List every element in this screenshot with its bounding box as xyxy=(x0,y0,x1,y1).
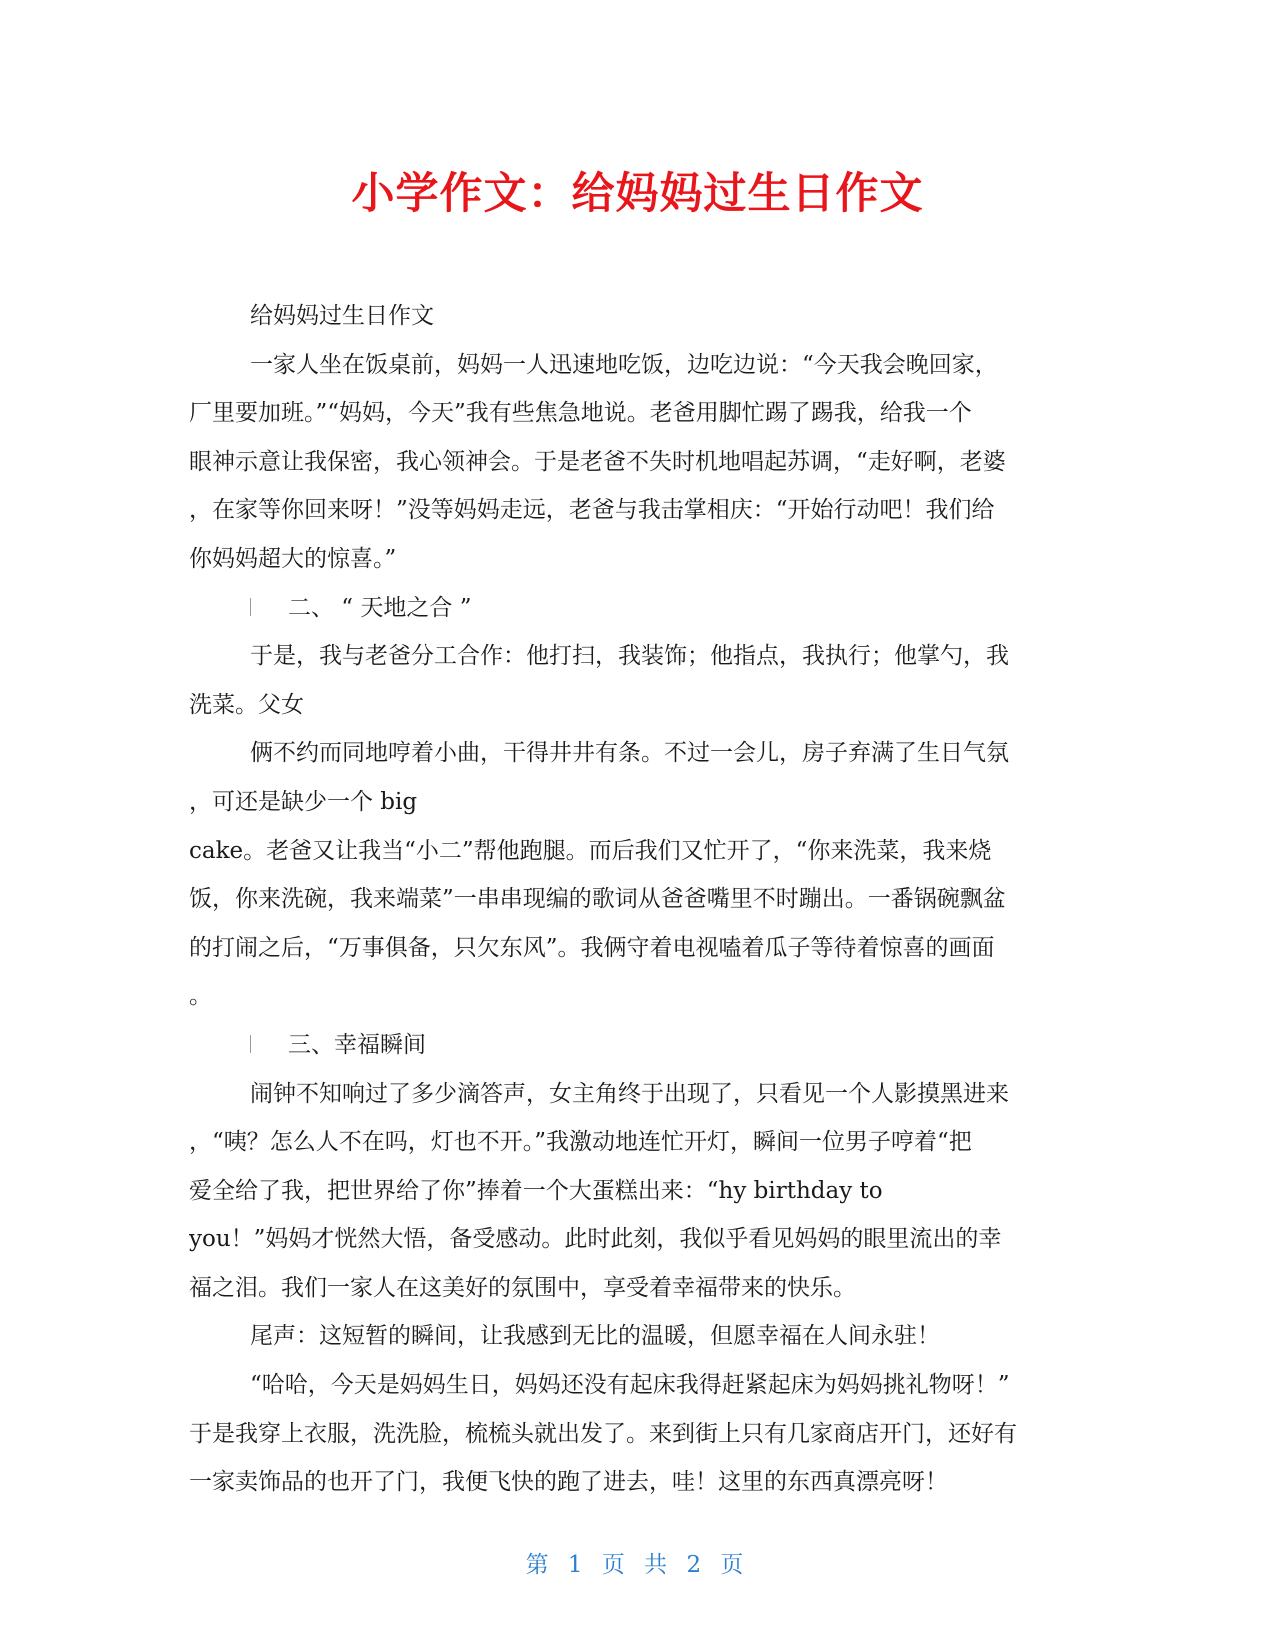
text-line: 俩不约而同地哼着小曲，干得井井有条。不过一会儿，房子弃满了生日气氛 xyxy=(250,740,1009,767)
section-heading-text: 二、 “ 天地之合 ” xyxy=(288,594,472,621)
text-line: 你妈妈超大的惊喜。” xyxy=(189,545,397,572)
text-line: 于是，我与老爸分工合作：他打扫，我装饰；他指点，我执行；他掌勺，我 xyxy=(250,643,1009,670)
text-line: 给妈妈过生日作文 xyxy=(250,303,434,329)
section-heading xyxy=(189,1021,1089,1070)
text-line: cake。老爸又让我当“小二”帮他跑腿。而后我们又忙开了，“你来洗菜，我来烧 xyxy=(189,837,992,864)
page-number-footer: 第 1 页 共 2 页 xyxy=(525,1552,750,1578)
list-marker xyxy=(250,1035,251,1053)
text-line: 的打闹之后，“万事俱备，只欠东风”。我俩守着电视嗑着瓜子等待着惊喜的画面 xyxy=(189,934,995,961)
text-line: 闹钟不知响过了多少滴答声，女主角终于出现了，只看见一个人影摸黑进来 xyxy=(250,1080,1009,1107)
text-line: 眼神示意让我保密，我心领神会。于是老爸不失时机地唱起苏调，“走好啊，老婆 xyxy=(189,448,1006,475)
text-line: ，“咦？怎么人不在吗，灯也不开。”我激动地连忙开灯，瞬间一位男子哼着“把 xyxy=(189,1129,972,1156)
text-line: 尾声：这短暂的瞬间，让我感到无比的温暖，但愿幸福在人间永驻！ xyxy=(250,1323,940,1350)
text-line: 洗菜。父女 xyxy=(189,691,304,718)
document-title: 小学作文：给妈妈过生日作文 xyxy=(351,169,924,219)
text-line: you！”妈妈才恍然大悟，备受感动。此时此刻，我似乎看见妈妈的眼里流出的幸 xyxy=(189,1226,1002,1253)
text-line: ，可还是缺少一个 big xyxy=(189,788,418,815)
text-line: 爱全给了我，把世界给了你”捧着一个大蛋糕出来：“hy birthday to xyxy=(189,1177,883,1204)
text-line: 。 xyxy=(189,983,212,1010)
text-line: 于是我穿上衣服，洗洗脸，梳梳头就出发了。来到街上只有几家商店开门，还好有 xyxy=(189,1420,1017,1447)
section-heading-text: 三、幸福瞬间 xyxy=(288,1031,426,1058)
text-line: “哈哈，今天是妈妈生日，妈妈还没有起床我得赶紧起床为妈妈挑礼物呀！” xyxy=(250,1372,1010,1399)
list-marker xyxy=(250,598,251,616)
text-line: 福之泪。我们一家人在这美好的氛围中，享受着幸福带来的快乐。 xyxy=(189,1274,856,1301)
text-line: ，在家等你回来呀！”没等妈妈走远，老爸与我击掌相庆：“开始行动吧！我们给 xyxy=(189,497,995,524)
text-line: 厂里要加班。”“妈妈，今天”我有些焦急地说。老爸用脚忙踢了踢我，给我一个 xyxy=(189,400,972,427)
text-line: 一家人坐在饭桌前，妈妈一人迅速地吃饭，边吃边说：“今天我会晚回家， xyxy=(250,351,998,378)
section-heading xyxy=(189,584,1089,633)
document-body xyxy=(189,292,1089,1507)
text-line: 一家卖饰品的也开了门，我便飞快的跑了进去，哇！这里的东西真漂亮呀！ xyxy=(189,1469,948,1496)
text-line: 饭，你来洗碗，我来端菜”一串串现编的歌词从爸爸嘴里不时蹦出。一番锅碗飘盆 xyxy=(189,886,1006,913)
